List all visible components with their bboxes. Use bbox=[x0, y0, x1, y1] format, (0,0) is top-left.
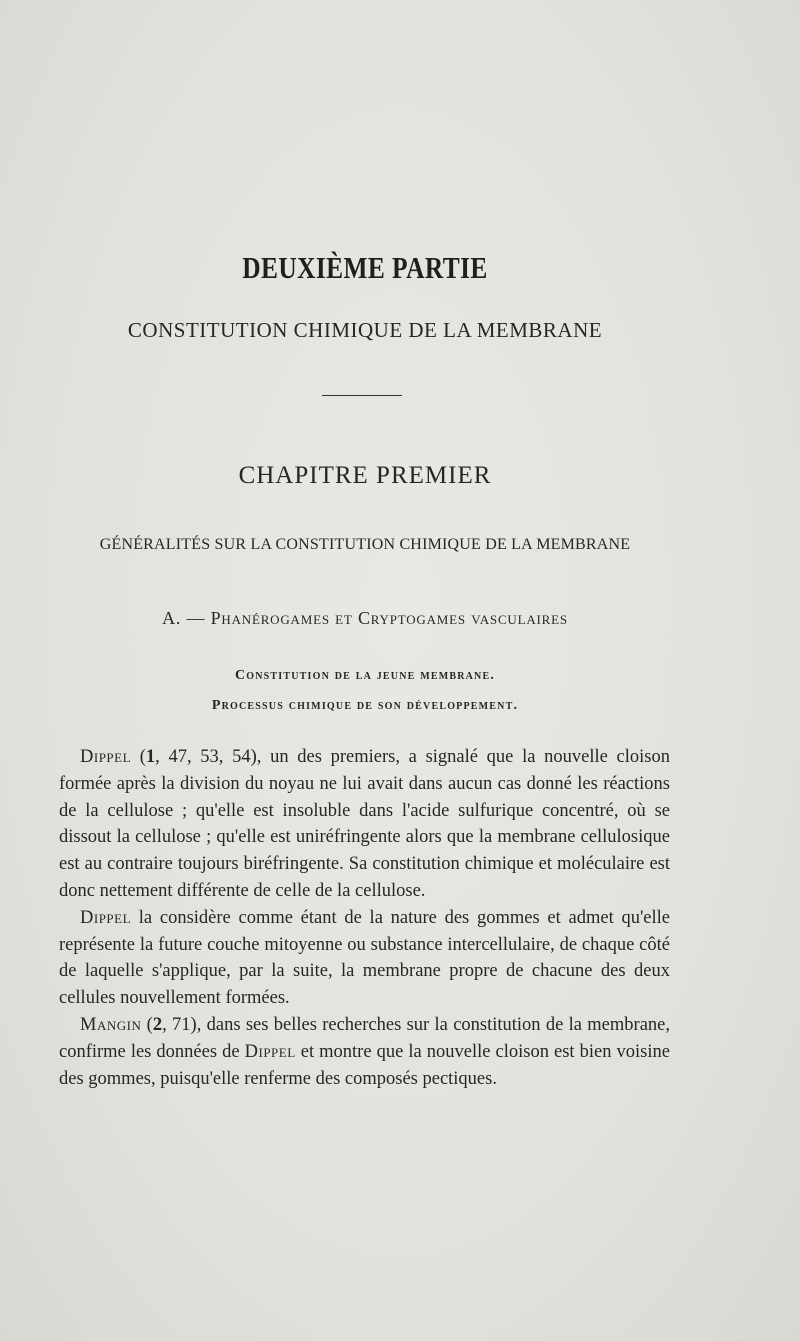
chapter-subtitle: GÉNÉRALITÉS SUR LA CONSTITUTION CHIMIQUE DE LA MEMBRANE bbox=[99, 536, 631, 553]
part-subtitle: CONSTITUTION CHIMIQUE DE LA MEMBRANE bbox=[127, 318, 603, 342]
separator-rule bbox=[322, 395, 402, 396]
author-name: Dippel bbox=[80, 747, 132, 767]
chapter-title: CHAPITRE PREMIER bbox=[238, 462, 492, 489]
paragraph-text: et montre que la nouvelle cloison est bien voisine des gommes, puisqu'elle renferme des composés pectiques. bbox=[59, 1041, 670, 1089]
paragraph-3 bbox=[59, 1012, 670, 1092]
reference-open: ( bbox=[131, 747, 146, 767]
reference-rest: , 47, 53, 54) bbox=[155, 747, 257, 767]
subsection-heading-2: Processus chimique de son développement. bbox=[211, 698, 519, 713]
paragraph-text: la considère comme étant de la nature des gommes et admet qu'elle représente la future couche mitoyenne ou substance intercellulaire, de chaque côté de laquelle s'applique, par la suite, la membrane propre de chacune des deux cellules nouvellement formées. bbox=[59, 907, 670, 1009]
body-text bbox=[59, 744, 670, 1092]
subsection-heading-1: Constitution de la jeune membrane. bbox=[234, 668, 496, 683]
author-name: Dippel bbox=[80, 907, 132, 928]
reference-bold: 2 bbox=[152, 1014, 163, 1035]
section-title: A. — Phanérogames et Cryptogames vasculaires bbox=[162, 608, 568, 628]
inline-author-name: Dippel bbox=[244, 1041, 296, 1062]
reference-bold: 1 bbox=[145, 747, 156, 767]
reference-rest: , 71) bbox=[162, 1014, 197, 1035]
paragraph-text: , dans ses belles recherches sur la constitution de la membrane, confirme les données de bbox=[59, 1014, 670, 1062]
part-title: DEUXIÈME PARTIE bbox=[242, 250, 488, 285]
reference-open: ( bbox=[141, 1014, 153, 1035]
paragraph-1 bbox=[59, 744, 670, 905]
paragraph-2 bbox=[59, 905, 670, 1012]
author-name: Mangin bbox=[80, 1014, 142, 1035]
paragraph-text: , un des premiers, a signalé que la nouvelle cloison formée après la division du noyau ne lui avait dans aucun cas donné les réactions de la cellulose ; qu'elle est insoluble dans l'acide sulfurique concentré, où se dissout la cellulose ; qu'elle est uniréfringente alors que la membrane cellulosique est au contraire toujours biréfringente. Sa constitution chimique et moléculaire est donc nettement différente de celle de la cellulose. bbox=[59, 747, 670, 901]
